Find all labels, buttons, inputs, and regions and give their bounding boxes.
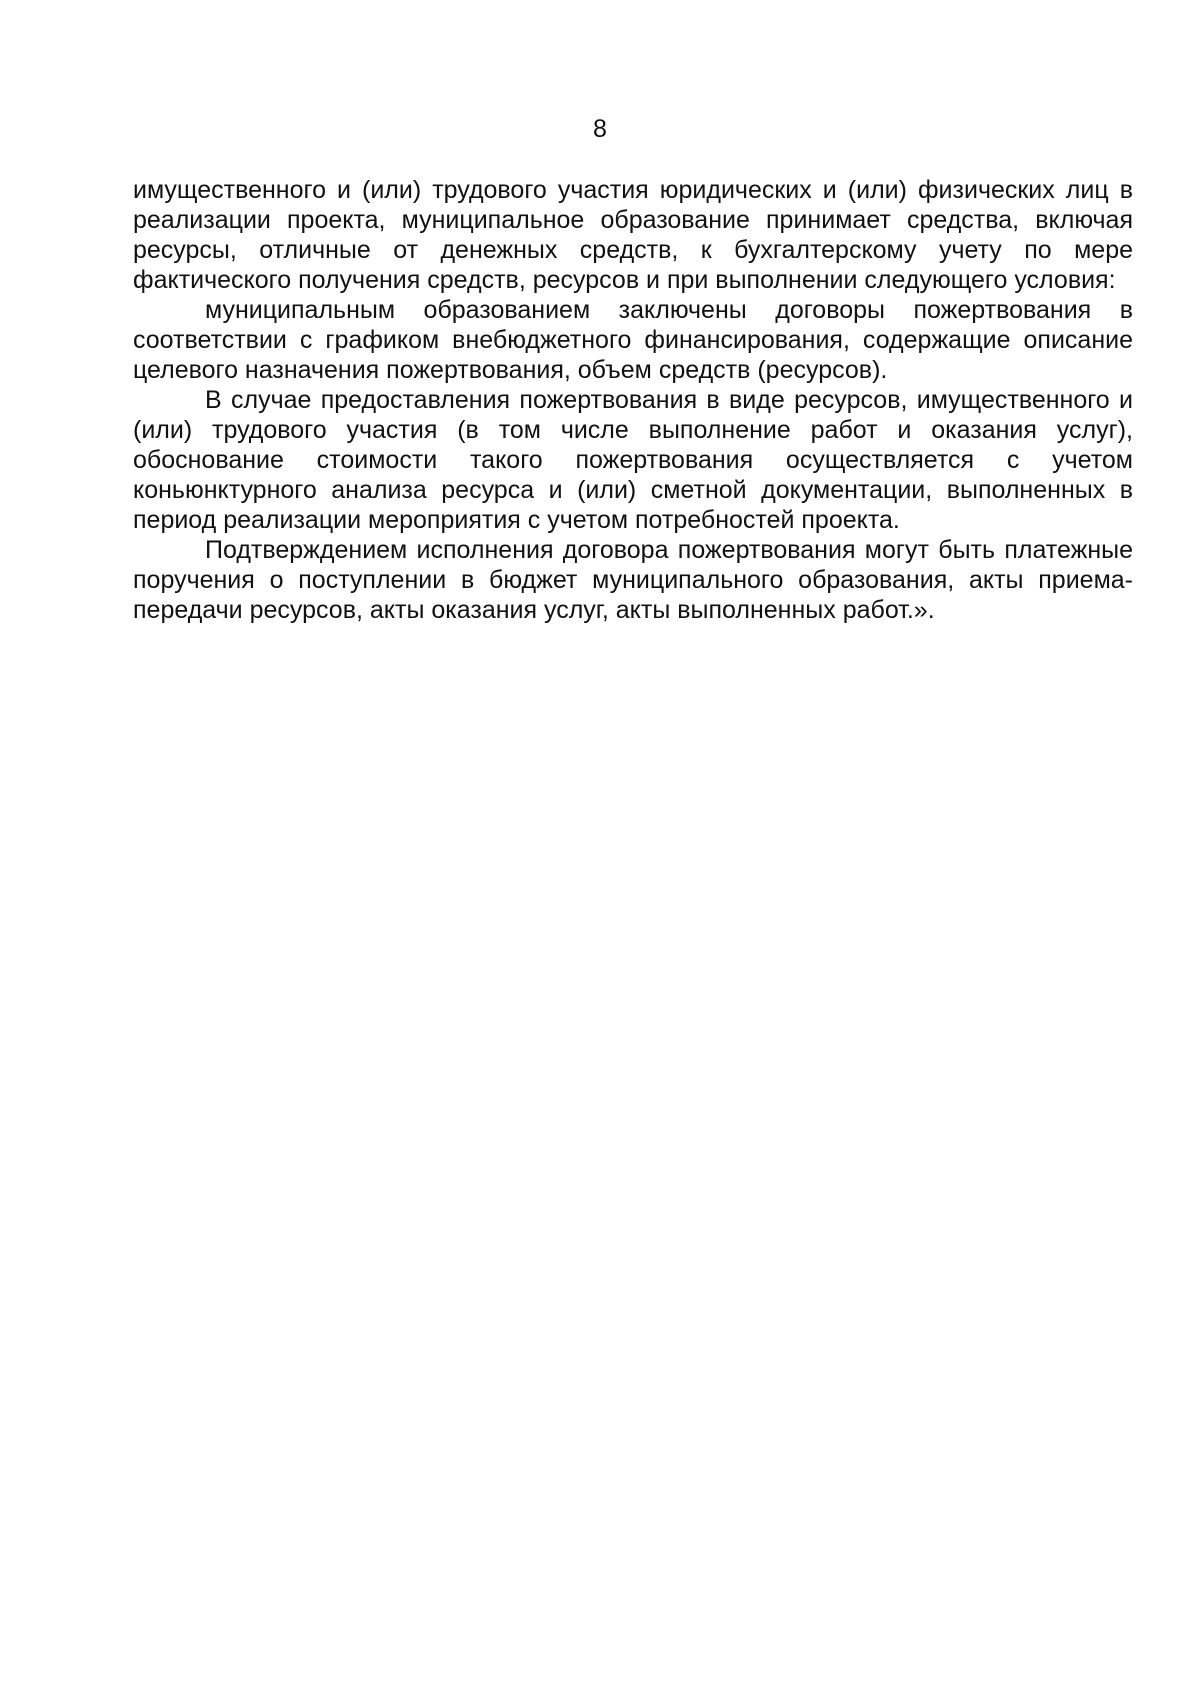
page-number: 8 — [593, 115, 607, 143]
paragraph-confirmation-documents: Подтверждением исполнения договора пожертвования могут быть платежные поручения о поступлении в бюджет муниципального образования, акты приема-передачи ресурсов, акты оказания услуг, акты выполненных работ.». — [133, 536, 1133, 624]
paragraph-continuation: имущественного и (или) трудового участия юридических и (или) физических лиц в реализации проекта, муниципальное образование принимает средства, включая ресурсы, отличные от денежных средств, к бухгалтерскому учету по мере фактического получения средств, ресурсов и при выполнении следующего условия: — [133, 176, 1133, 294]
document-body — [133, 175, 1133, 625]
paragraph-donation-agreements: муниципальным образованием заключены договоры пожертвования в соответствии с графиком внебюджетного финансирования, содержащие описание целевого назначения пожертвования, объем средств (ресурсов). — [133, 296, 1133, 384]
paragraph-donation-valuation: В случае предоставления пожертвования в виде ресурсов, имущественного и (или) трудового участия (в том числе выполнение работ и оказания услуг), обоснование стоимости такого пожертвования осуществляется с учетом коньюнктурного анализа ресурса и (или) сметной документации, выполненных в период реализации мероприятия с учетом потребностей проекта. — [133, 386, 1133, 534]
